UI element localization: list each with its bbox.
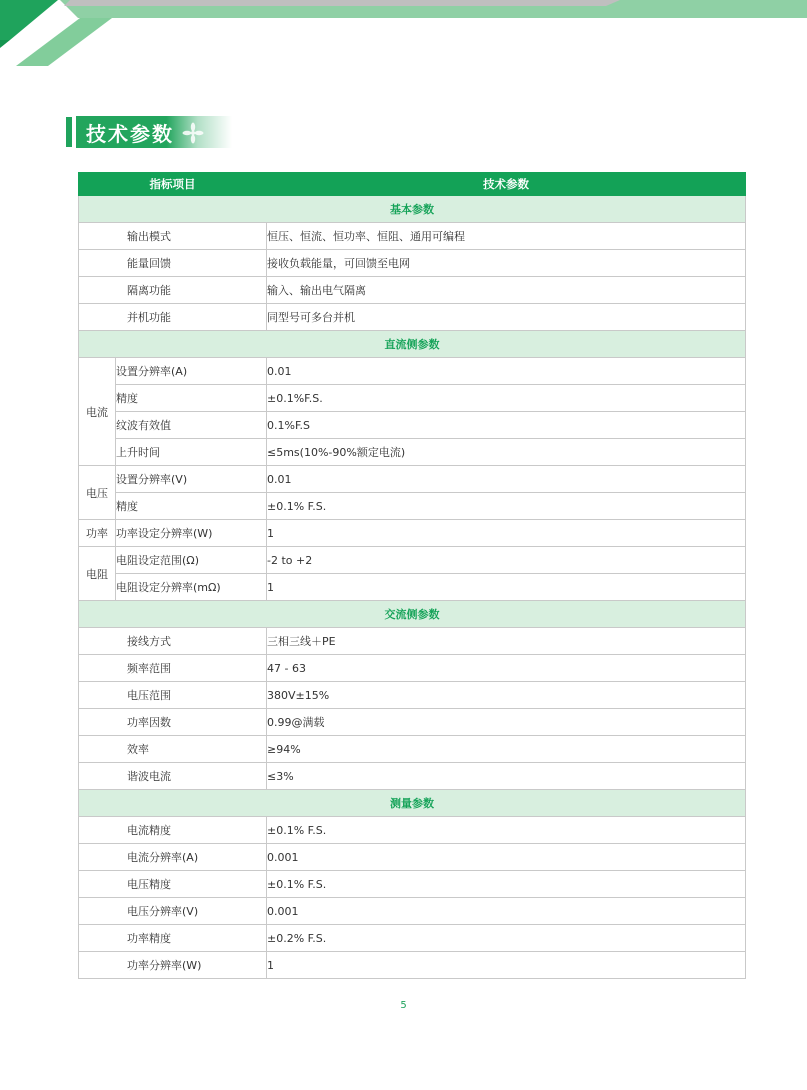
value-cell: ±0.1%F.S. xyxy=(267,385,746,412)
table-row xyxy=(79,493,746,520)
table-row xyxy=(79,250,746,277)
section-title-ac: 交流侧参数 xyxy=(79,601,746,628)
item-cell: 电压分辨率(V) xyxy=(79,898,267,925)
section-title-basic: 基本参数 xyxy=(79,196,746,223)
table-row xyxy=(79,682,746,709)
value-cell: 0.01 xyxy=(267,466,746,493)
table-row xyxy=(79,736,746,763)
item-cell: 功率精度 xyxy=(79,925,267,952)
table-row xyxy=(79,871,746,898)
table-row xyxy=(79,898,746,925)
value-cell: 47 - 63 xyxy=(267,655,746,682)
top-banner-decoration xyxy=(0,0,807,80)
category-current: 电流 xyxy=(79,358,116,466)
value-cell: -2 to +2 xyxy=(267,547,746,574)
item-cell: 电流分辨率(A) xyxy=(79,844,267,871)
table-row xyxy=(79,925,746,952)
item-cell: 功率设定分辨率(W) xyxy=(116,520,267,547)
table-row xyxy=(79,520,746,547)
heading-accent-bar xyxy=(66,117,72,147)
value-cell: 0.001 xyxy=(267,898,746,925)
section-row-measurement xyxy=(79,790,746,817)
item-cell: 上升时间 xyxy=(116,439,267,466)
item-cell: 电压精度 xyxy=(79,871,267,898)
table-row xyxy=(79,952,746,979)
table-header-row xyxy=(79,173,746,196)
value-cell: ±0.1% F.S. xyxy=(267,817,746,844)
item-cell: 电阻设定范围(Ω) xyxy=(116,547,267,574)
item-cell: 精度 xyxy=(116,385,267,412)
section-heading xyxy=(66,116,232,148)
item-cell: 设置分辨率(V) xyxy=(116,466,267,493)
item-cell: 设置分辨率(A) xyxy=(116,358,267,385)
leaf-icon xyxy=(182,122,204,144)
value-cell: 380V±15% xyxy=(267,682,746,709)
item-cell: 并机功能 xyxy=(79,304,267,331)
category-power: 功率 xyxy=(79,520,116,547)
value-cell: ±0.2% F.S. xyxy=(267,925,746,952)
value-cell: 1 xyxy=(267,574,746,601)
value-cell: ±0.1% F.S. xyxy=(267,493,746,520)
item-cell: 电流精度 xyxy=(79,817,267,844)
value-cell: 0.1%F.S xyxy=(267,412,746,439)
table-row xyxy=(79,547,746,574)
table-row xyxy=(79,277,746,304)
section-row-ac xyxy=(79,601,746,628)
item-cell: 纹波有效值 xyxy=(116,412,267,439)
value-cell: 0.001 xyxy=(267,844,746,871)
table-row xyxy=(79,439,746,466)
item-cell: 频率范围 xyxy=(79,655,267,682)
item-cell: 隔离功能 xyxy=(79,277,267,304)
item-cell: 能量回馈 xyxy=(79,250,267,277)
table-row xyxy=(79,466,746,493)
value-cell: 0.99@满载 xyxy=(267,709,746,736)
item-cell: 电压范围 xyxy=(79,682,267,709)
item-cell: 功率分辨率(W) xyxy=(79,952,267,979)
item-cell: 输出模式 xyxy=(79,223,267,250)
spec-table xyxy=(78,172,746,979)
table-row xyxy=(79,709,746,736)
value-cell: 恒压、恒流、恒功率、恒阻、通用可编程 xyxy=(267,223,746,250)
value-cell: 1 xyxy=(267,952,746,979)
value-cell: 1 xyxy=(267,520,746,547)
value-cell: 三相三线＋PE xyxy=(267,628,746,655)
value-cell: ≥94% xyxy=(267,736,746,763)
section-row-basic xyxy=(79,196,746,223)
header-item: 指标项目 xyxy=(79,173,267,196)
header-parameter: 技术参数 xyxy=(267,173,746,196)
item-cell: 谐波电流 xyxy=(79,763,267,790)
value-cell: ≤3% xyxy=(267,763,746,790)
value-cell: 0.01 xyxy=(267,358,746,385)
table-row xyxy=(79,628,746,655)
item-cell: 功率因数 xyxy=(79,709,267,736)
value-cell: ≤5ms(10%-90%额定电流) xyxy=(267,439,746,466)
value-cell: ±0.1% F.S. xyxy=(267,871,746,898)
item-cell: 接线方式 xyxy=(79,628,267,655)
table-row xyxy=(79,304,746,331)
table-row xyxy=(79,358,746,385)
value-cell: 接收负载能量，可回馈至电网 xyxy=(267,250,746,277)
heading-box xyxy=(76,116,232,148)
section-title-dc: 直流侧参数 xyxy=(79,331,746,358)
page-number: 5 xyxy=(400,1000,407,1011)
table-row xyxy=(79,574,746,601)
table-row xyxy=(79,655,746,682)
table-row xyxy=(79,385,746,412)
value-cell: 输入、输出电气隔离 xyxy=(267,277,746,304)
item-cell: 效率 xyxy=(79,736,267,763)
table-row xyxy=(79,763,746,790)
item-cell: 电阻设定分辨率(mΩ) xyxy=(116,574,267,601)
table-row xyxy=(79,223,746,250)
value-cell: 同型号可多台并机 xyxy=(267,304,746,331)
section-row-dc xyxy=(79,331,746,358)
category-voltage: 电压 xyxy=(79,466,116,520)
table-row xyxy=(79,412,746,439)
table-row xyxy=(79,817,746,844)
page-title: 技术参数 xyxy=(86,121,174,146)
item-cell: 精度 xyxy=(116,493,267,520)
table-row xyxy=(79,844,746,871)
section-title-measurement: 测量参数 xyxy=(79,790,746,817)
category-resistance: 电阻 xyxy=(79,547,116,601)
